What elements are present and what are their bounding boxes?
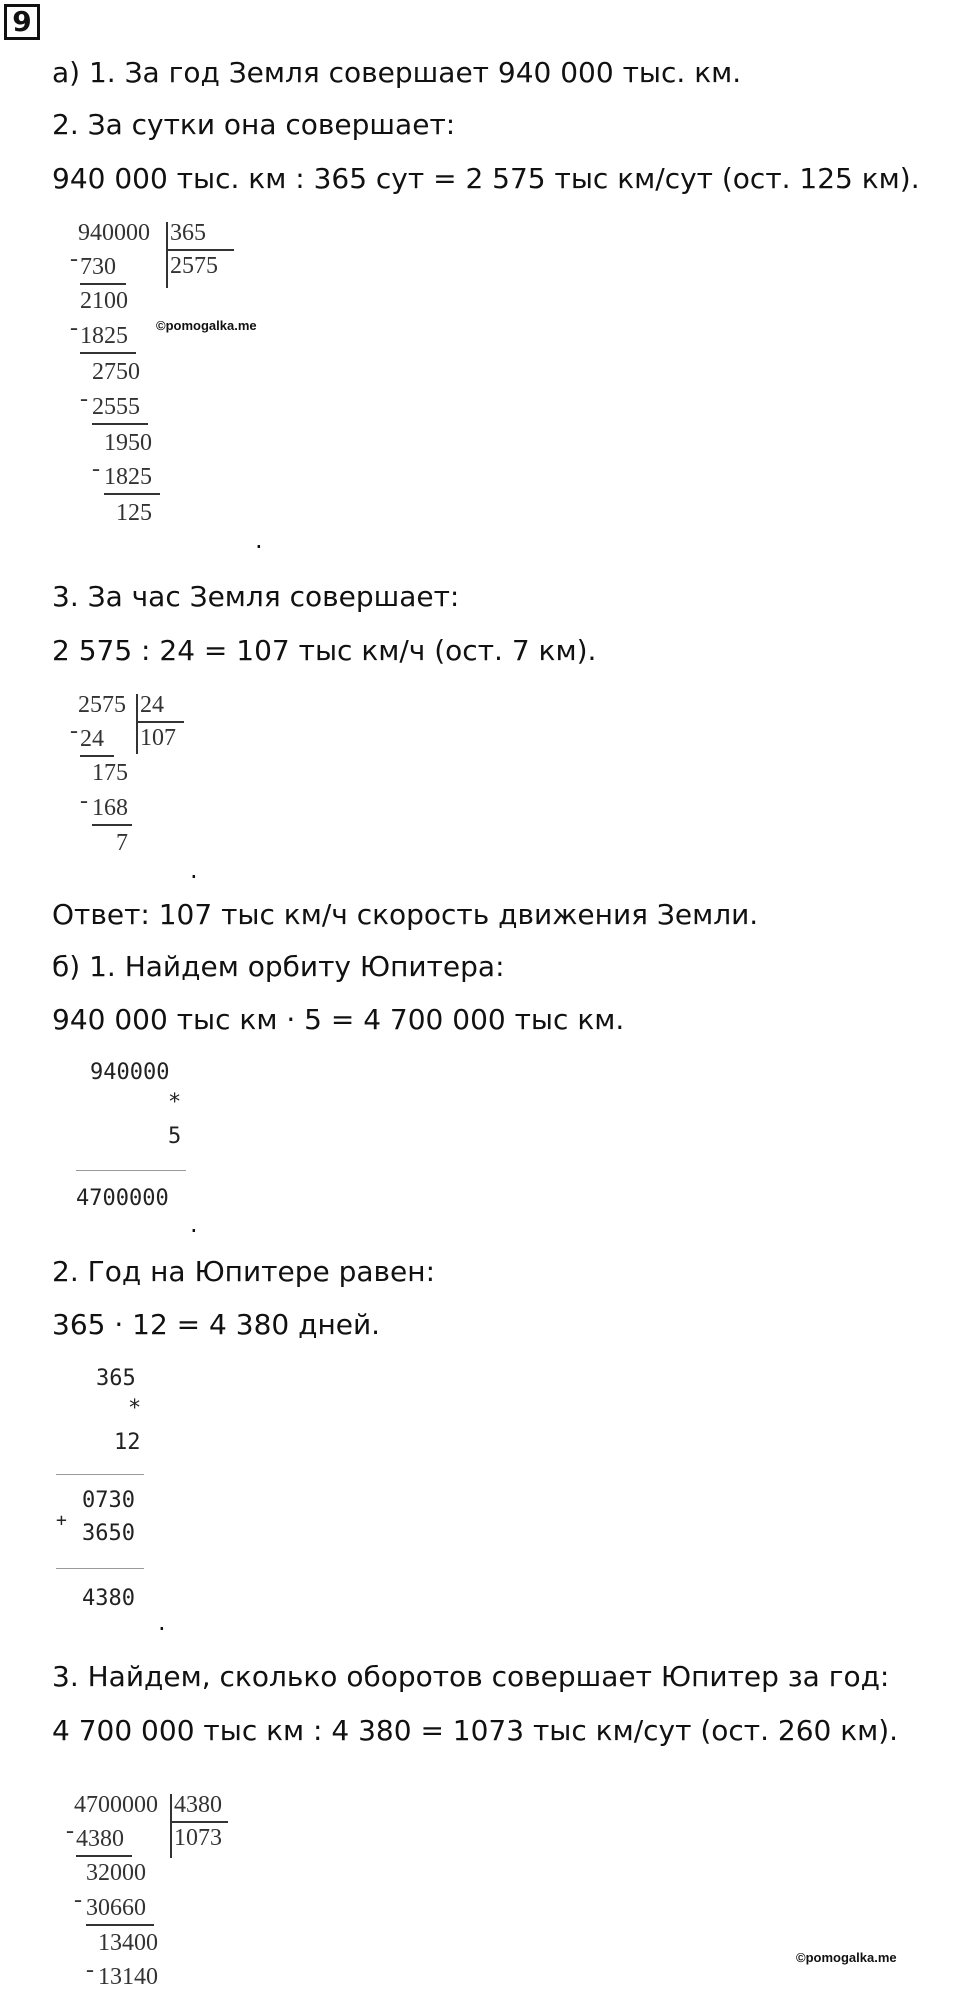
- div1-minus-sign: -: [70, 315, 78, 341]
- div3-quotient: 1073: [174, 1825, 222, 1851]
- step-a1: а) 1. За год Земля совершает 940 000 тыс. км.: [52, 56, 742, 89]
- div1-divisor-line: [166, 249, 234, 251]
- div2-step-line: [80, 755, 114, 757]
- mul2-result: 4380: [82, 1586, 135, 1611]
- watermark: ©pomogalka.me: [796, 1950, 897, 1965]
- end-dot: .: [190, 1210, 198, 1238]
- div3-minus-sign: -: [86, 1957, 94, 1983]
- mul1-factor-a: 940000: [90, 1060, 170, 1085]
- div2-dividend: 2575: [78, 692, 126, 718]
- mul1-factor-b: 5: [168, 1124, 182, 1149]
- div2-step: 168: [92, 795, 128, 821]
- mul1-result: 4700000: [76, 1186, 169, 1211]
- div3-minus-sign: -: [66, 1818, 74, 1844]
- multiplication-1: [72, 1060, 192, 1230]
- div2-divisor-line: [136, 721, 184, 723]
- div1-step: 1950: [104, 430, 152, 456]
- end-dot: .: [255, 526, 263, 554]
- mul2-plus-sign: +: [56, 1510, 67, 1531]
- step-b2: 2. Год на Юпитере равен:: [52, 1255, 436, 1288]
- watermark: ©pomogalka.me: [156, 318, 257, 333]
- step-a2: 2. За сутки она совершает:: [52, 108, 456, 141]
- div3-step: 13400: [98, 1930, 158, 1956]
- step-a3-expression: 2 575 : 24 = 107 тыс км/ч (ост. 7 км).: [52, 634, 597, 667]
- div1-minus-sign: -: [80, 386, 88, 412]
- div2-divisor: 24: [140, 692, 164, 718]
- div1-step: 730: [80, 254, 116, 280]
- div3-step-line: [76, 1855, 132, 1857]
- div1-minus-sign: -: [92, 456, 100, 482]
- div3-step: 13140: [98, 1964, 158, 1990]
- step-b2-expression: 365 · 12 = 4 380 дней.: [52, 1308, 381, 1341]
- div2-step: 24: [80, 726, 104, 752]
- div3-step: 4380: [76, 1826, 124, 1852]
- div3-divisor-line: [170, 1821, 228, 1823]
- step-a3: 3. За час Земля совершает:: [52, 580, 460, 613]
- div1-dividend: 940000: [78, 220, 150, 246]
- task-number: 9: [4, 4, 40, 40]
- step-b1-expression: 940 000 тыс км · 5 = 4 700 000 тыс км.: [52, 1003, 625, 1036]
- div1-step: 1825: [104, 464, 152, 490]
- answer-line: Ответ: 107 тыс км/ч скорость движения Земли.: [52, 898, 759, 931]
- div3-step: 30660: [86, 1895, 146, 1921]
- mul2-partial-line: [56, 1474, 144, 1475]
- end-dot: .: [190, 856, 198, 884]
- long-division-2: [70, 692, 210, 862]
- end-dot: .: [158, 1608, 166, 1636]
- div3-step: 32000: [86, 1860, 146, 1886]
- div2-step: 175: [92, 760, 128, 786]
- long-division-1: [70, 220, 270, 540]
- mul2-factor-b: 12: [114, 1430, 141, 1455]
- multiplication-2: [56, 1366, 166, 1626]
- step-b1: б) 1. Найдем орбиту Юпитера:: [52, 950, 505, 983]
- div3-vertical-line: [170, 1794, 172, 1858]
- div3-step-line: [86, 1924, 154, 1926]
- step-b3: 3. Найдем, сколько оборотов совершает Юпитер за год:: [52, 1660, 890, 1693]
- div2-vertical-line: [136, 694, 138, 754]
- mul2-result-line: [56, 1568, 144, 1569]
- div1-step-line: [80, 283, 126, 285]
- mul1-operator: *: [168, 1090, 182, 1115]
- div1-vertical-line: [166, 222, 168, 288]
- div2-remainder: 7: [116, 830, 128, 856]
- div1-step-line: [80, 352, 136, 354]
- mul2-partial-2: 3650: [82, 1521, 135, 1546]
- div2-step-line: [92, 824, 132, 826]
- div2-minus-sign: -: [70, 718, 78, 744]
- div1-step-line: [92, 423, 148, 425]
- div1-step: 2555: [92, 394, 140, 420]
- div3-minus-sign: -: [74, 1887, 82, 1913]
- div2-minus-sign: -: [80, 788, 88, 814]
- div1-quotient: 2575: [170, 253, 218, 279]
- long-division-3: [66, 1792, 266, 2000]
- div3-dividend: 4700000: [74, 1792, 158, 1818]
- div1-minus-sign: -: [70, 246, 78, 272]
- div1-remainder: 125: [116, 500, 152, 526]
- step-b3-expression: 4 700 000 тыс км : 4 380 = 1073 тыс км/сут (ост. 260 км).: [52, 1714, 899, 1747]
- div3-divisor: 4380: [174, 1792, 222, 1818]
- mul2-operator: *: [128, 1396, 142, 1421]
- mul2-factor-a: 365: [96, 1366, 136, 1391]
- div1-step: 1825: [80, 323, 128, 349]
- div1-step-line: [104, 493, 160, 495]
- mul2-partial-1: 0730: [82, 1488, 135, 1513]
- step-a2-expression: 940 000 тыс. км : 365 сут = 2 575 тыс км/сут (ост. 125 км).: [52, 162, 920, 195]
- div1-divisor: 365: [170, 220, 206, 246]
- mul1-result-line: [76, 1170, 186, 1171]
- div2-quotient: 107: [140, 725, 176, 751]
- div1-step: 2100: [80, 288, 128, 314]
- div1-step: 2750: [92, 359, 140, 385]
